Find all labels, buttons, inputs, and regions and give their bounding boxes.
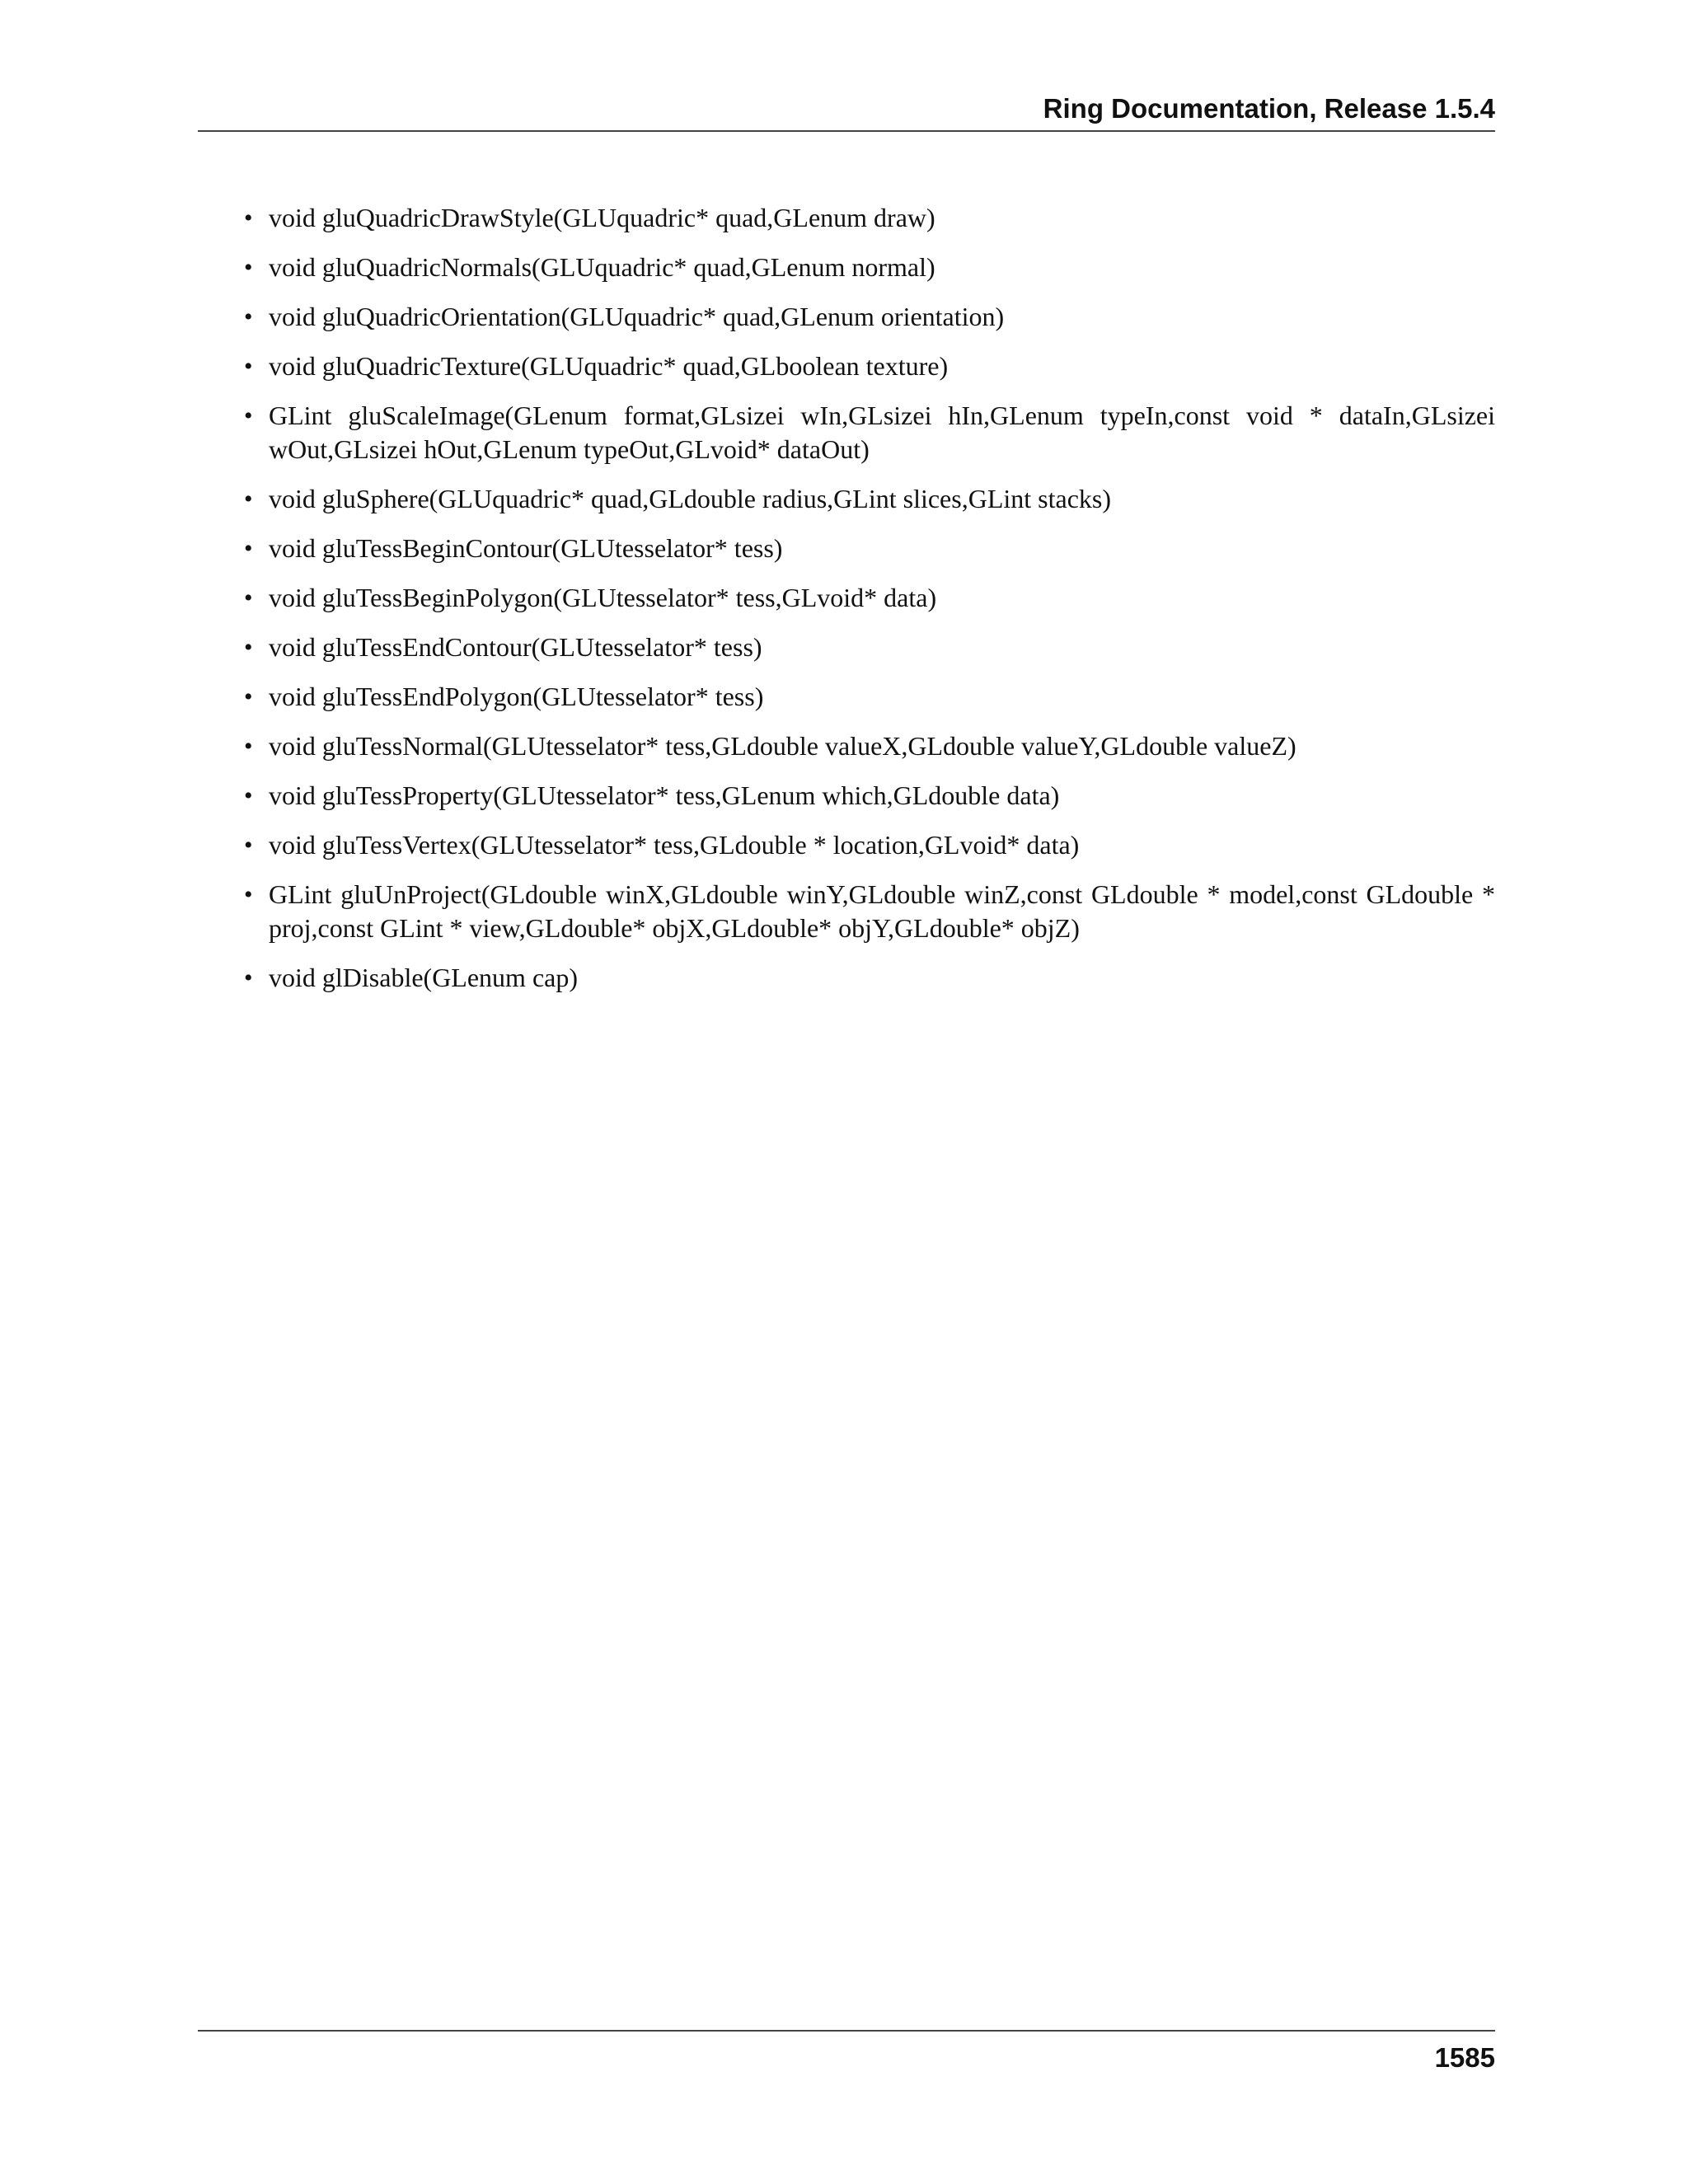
list-item — [244, 482, 1495, 516]
function-signature: void gluQuadricOrientation(GLUquadric* quad,GLenum orientation) — [269, 302, 1005, 331]
function-signature: void gluTessNormal(GLUtesselator* tess,GLdouble valueX,GLdouble valueY,GLdouble valueZ) — [269, 731, 1296, 761]
bullet-icon: • — [244, 832, 253, 859]
bullet-icon: • — [244, 782, 253, 809]
list-item — [244, 532, 1495, 565]
bullet-icon: • — [244, 683, 253, 710]
list-item — [244, 680, 1495, 714]
bullet-icon: • — [244, 634, 253, 661]
list-item — [244, 729, 1495, 763]
list-item — [244, 399, 1495, 466]
bullet-icon: • — [244, 254, 253, 281]
function-signature: void gluTessVertex(GLUtesselator* tess,GLdouble * location,GLvoid* data) — [269, 830, 1080, 860]
page-content — [244, 201, 1495, 1010]
bullet-icon: • — [244, 733, 253, 760]
bullet-icon: • — [244, 535, 253, 562]
function-list — [244, 201, 1495, 995]
bullet-icon: • — [244, 485, 253, 513]
function-signature: void gluTessBeginContour(GLUtesselator* tess) — [269, 533, 783, 563]
function-signature: void glDisable(GLenum cap) — [269, 963, 578, 992]
bullet-icon: • — [244, 881, 253, 908]
function-signature: void gluQuadricDrawStyle(GLUquadric* quad,GLenum draw) — [269, 203, 935, 232]
function-signature: GLint gluScaleImage(GLenum format,GLsizei wIn,GLsizei hIn,GLenum typeIn,const void * dataIn,GLsizei wOut,GLsizei hOut,GLenum typeOut,GLvoid* dataOut) — [269, 401, 1495, 464]
bullet-icon: • — [244, 964, 253, 991]
list-item — [244, 581, 1495, 615]
list-item — [244, 878, 1495, 945]
function-signature: void gluTessBeginPolygon(GLUtesselator* tess,GLvoid* data) — [269, 583, 937, 612]
bullet-icon: • — [244, 204, 253, 232]
function-signature: void gluQuadricNormals(GLUquadric* quad,GLenum normal) — [269, 252, 935, 282]
page-footer — [198, 2030, 1495, 2073]
list-item — [244, 779, 1495, 813]
function-signature: void gluSphere(GLUquadric* quad,GLdouble radius,GLint slices,GLint stacks) — [269, 484, 1111, 513]
bullet-icon: • — [244, 303, 253, 330]
list-item — [244, 828, 1495, 862]
document-title: Ring Documentation, Release 1.5.4 — [1043, 93, 1495, 124]
function-signature: void gluTessEndPolygon(GLUtesselator* tess) — [269, 682, 764, 711]
bullet-icon: • — [244, 402, 253, 429]
page-header — [198, 89, 1495, 132]
list-item — [244, 630, 1495, 664]
list-item — [244, 300, 1495, 334]
page-number: 1585 — [1434, 2042, 1495, 2073]
function-signature: void gluTessProperty(GLUtesselator* tess,GLenum which,GLdouble data) — [269, 780, 1060, 810]
list-item — [244, 201, 1495, 235]
list-item — [244, 349, 1495, 383]
function-signature: void gluQuadricTexture(GLUquadric* quad,GLboolean texture) — [269, 351, 949, 381]
list-item — [244, 251, 1495, 284]
bullet-icon: • — [244, 584, 253, 612]
function-signature: GLint gluUnProject(GLdouble winX,GLdouble winY,GLdouble winZ,const GLdouble * model,const GLdouble * proj,const GLint * view,GLdouble* objX,GLdouble* objY,GLdouble* objZ) — [269, 879, 1495, 943]
function-signature: void gluTessEndContour(GLUtesselator* tess) — [269, 632, 762, 662]
list-item — [244, 961, 1495, 995]
bullet-icon: • — [244, 353, 253, 380]
